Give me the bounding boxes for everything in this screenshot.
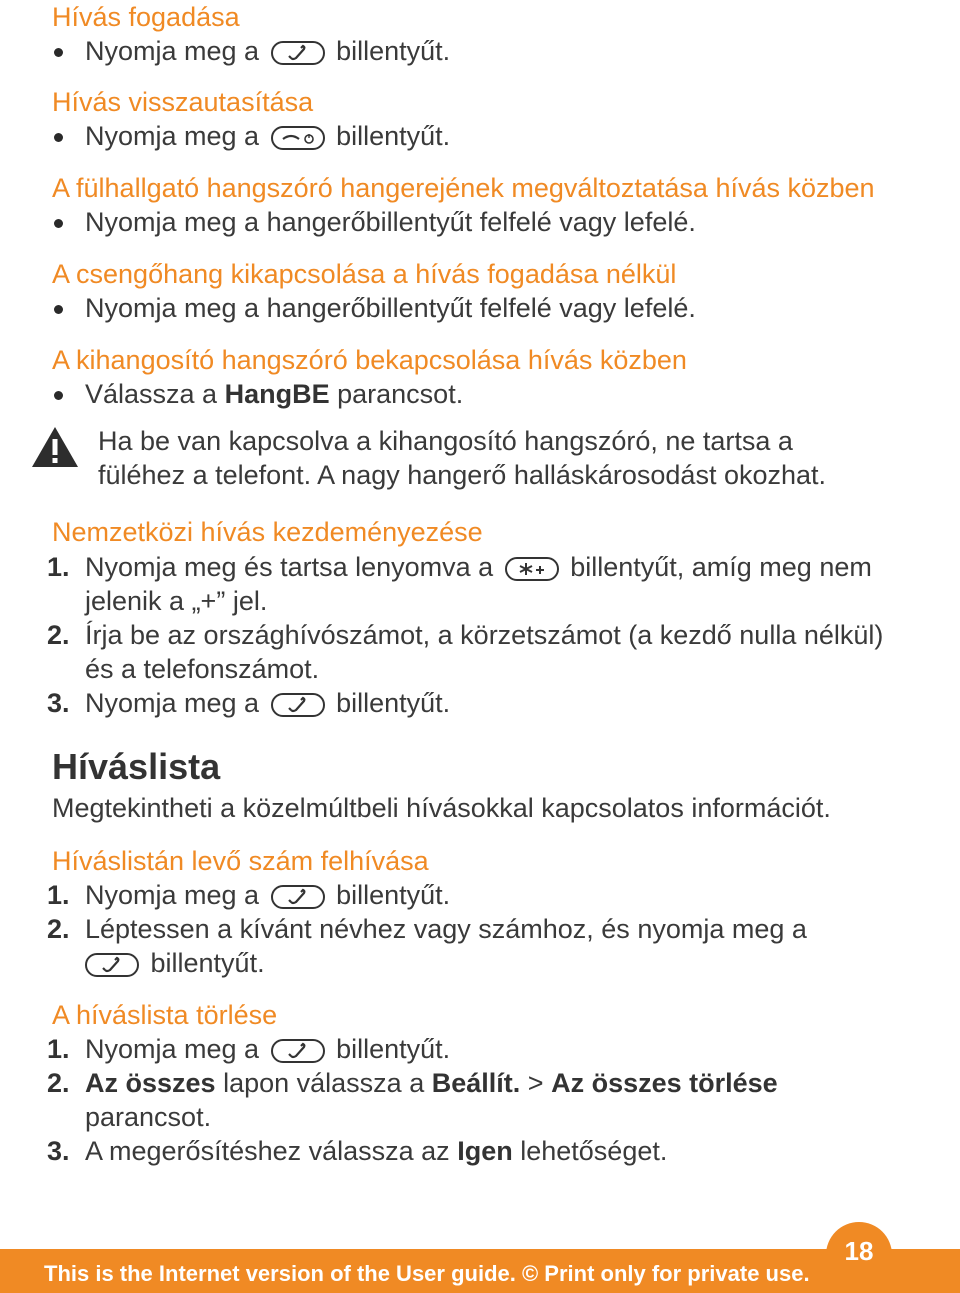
bullet-volume: Nyomja meg a hangerőbillentyűt felfelé vagy lefelé.	[85, 207, 696, 237]
call-key-icon	[271, 693, 325, 717]
text: parancsot.	[337, 379, 464, 409]
text: Válassza a	[85, 379, 218, 409]
clear-step-3	[85, 1134, 667, 1168]
tab-name: Az összes	[85, 1068, 216, 1098]
footer-text: This is the Internet version of the User guide. © Print only for private use.	[44, 1261, 810, 1286]
clear-step-2	[85, 1066, 778, 1100]
heading-volume: A fülhallgató hangszóró hangerejének megváltoztatása hívás közben	[52, 173, 875, 203]
text: billentyűt.	[336, 1034, 451, 1064]
dial-step-2: Léptessen a kívánt névhez vagy számhoz, és nyomja meg a	[85, 914, 807, 944]
text: billentyűt.	[336, 36, 451, 66]
call-key-icon	[85, 953, 139, 977]
dial-step-2-cont	[85, 946, 265, 980]
text: billentyűt.	[150, 948, 265, 978]
step-number: 3.	[47, 688, 70, 718]
text: Nyomja meg a	[85, 688, 260, 718]
dial-step-1	[85, 878, 450, 912]
text: lapon válassza a	[223, 1068, 425, 1098]
menu-option-name: Az összes törlése	[551, 1068, 778, 1098]
clear-step-1	[85, 1032, 450, 1066]
menu-option-name: Igen	[457, 1136, 513, 1166]
heading-international-call: Nemzetközi hívás kezdeményezése	[52, 517, 483, 547]
intl-step-3	[85, 686, 450, 720]
end-key-icon	[271, 126, 325, 150]
text: Nyomja meg a	[85, 36, 260, 66]
text: Nyomja meg a	[85, 1034, 260, 1064]
text: Nyomja meg a	[85, 121, 260, 151]
page-number: 18	[826, 1222, 892, 1276]
text: billentyűt.	[336, 121, 451, 151]
step-number: 1.	[47, 552, 70, 582]
bullet-reject	[85, 119, 450, 153]
intl-step-2: Írja be az országhívószámot, a körzetszámot (a kezdő nulla nélkül)	[85, 620, 884, 650]
menu-option-name: HangBE	[224, 379, 330, 409]
warning-icon	[30, 425, 80, 469]
intl-step-1-cont: jelenik a „+” jel.	[85, 586, 268, 616]
step-number: 3.	[47, 1136, 70, 1166]
step-number: 1.	[47, 880, 70, 910]
text: billentyűt.	[336, 880, 451, 910]
heading-mute-ringtone: A csengőhang kikapcsolása a hívás fogadása nélkül	[52, 259, 677, 289]
menu-option-name: Beállít.	[431, 1068, 521, 1098]
clear-step-2-cont: parancsot.	[85, 1102, 212, 1132]
star-plus-key-icon	[505, 557, 559, 581]
step-number: 2.	[47, 1068, 70, 1098]
heading-dial-from-list: Híváslistán levő szám felhívása	[52, 846, 429, 876]
text: Nyomja meg a	[85, 880, 260, 910]
heading-reject-call: Hívás visszautasítása	[52, 87, 314, 117]
step-number: 2.	[47, 620, 70, 650]
heading-clear-list: A híváslista törlése	[52, 1000, 278, 1030]
text: billentyűt, amíg meg nem	[570, 552, 872, 582]
call-key-icon	[271, 41, 325, 65]
intl-step-2-cont: és a telefonszámot.	[85, 654, 320, 684]
intl-step-1	[85, 550, 872, 584]
step-number: 2.	[47, 914, 70, 944]
text: billentyűt.	[336, 688, 451, 718]
bullet-mute: Nyomja meg a hangerőbillentyűt felfelé vagy lefelé.	[85, 293, 696, 323]
text: >	[527, 1068, 544, 1098]
heading-speaker: A kihangosító hangszóró bekapcsolása hívás közben	[52, 345, 687, 375]
text: A megerősítéshez válassza az	[85, 1136, 450, 1166]
call-key-icon	[271, 885, 325, 909]
text: Nyomja meg és tartsa lenyomva a	[85, 552, 494, 582]
text: lehetőséget.	[520, 1136, 668, 1166]
bullet-speaker	[85, 377, 463, 411]
call-list-intro: Megtekintheti a közelmúltbeli hívásokkal kapcsolatos információt.	[52, 793, 831, 823]
bullet-answer	[85, 34, 450, 68]
heading-answer-call: Hívás fogadása	[52, 2, 240, 32]
step-number: 1.	[47, 1034, 70, 1064]
warning-line-1: Ha be van kapcsolva a kihangosító hangszóró, ne tartsa a	[98, 426, 793, 456]
call-key-icon	[271, 1039, 325, 1063]
section-title-call-list: Híváslista	[52, 746, 221, 787]
warning-line-2: füléhez a telefont. A nagy hangerő halláskárosodást okozhat.	[98, 460, 827, 490]
